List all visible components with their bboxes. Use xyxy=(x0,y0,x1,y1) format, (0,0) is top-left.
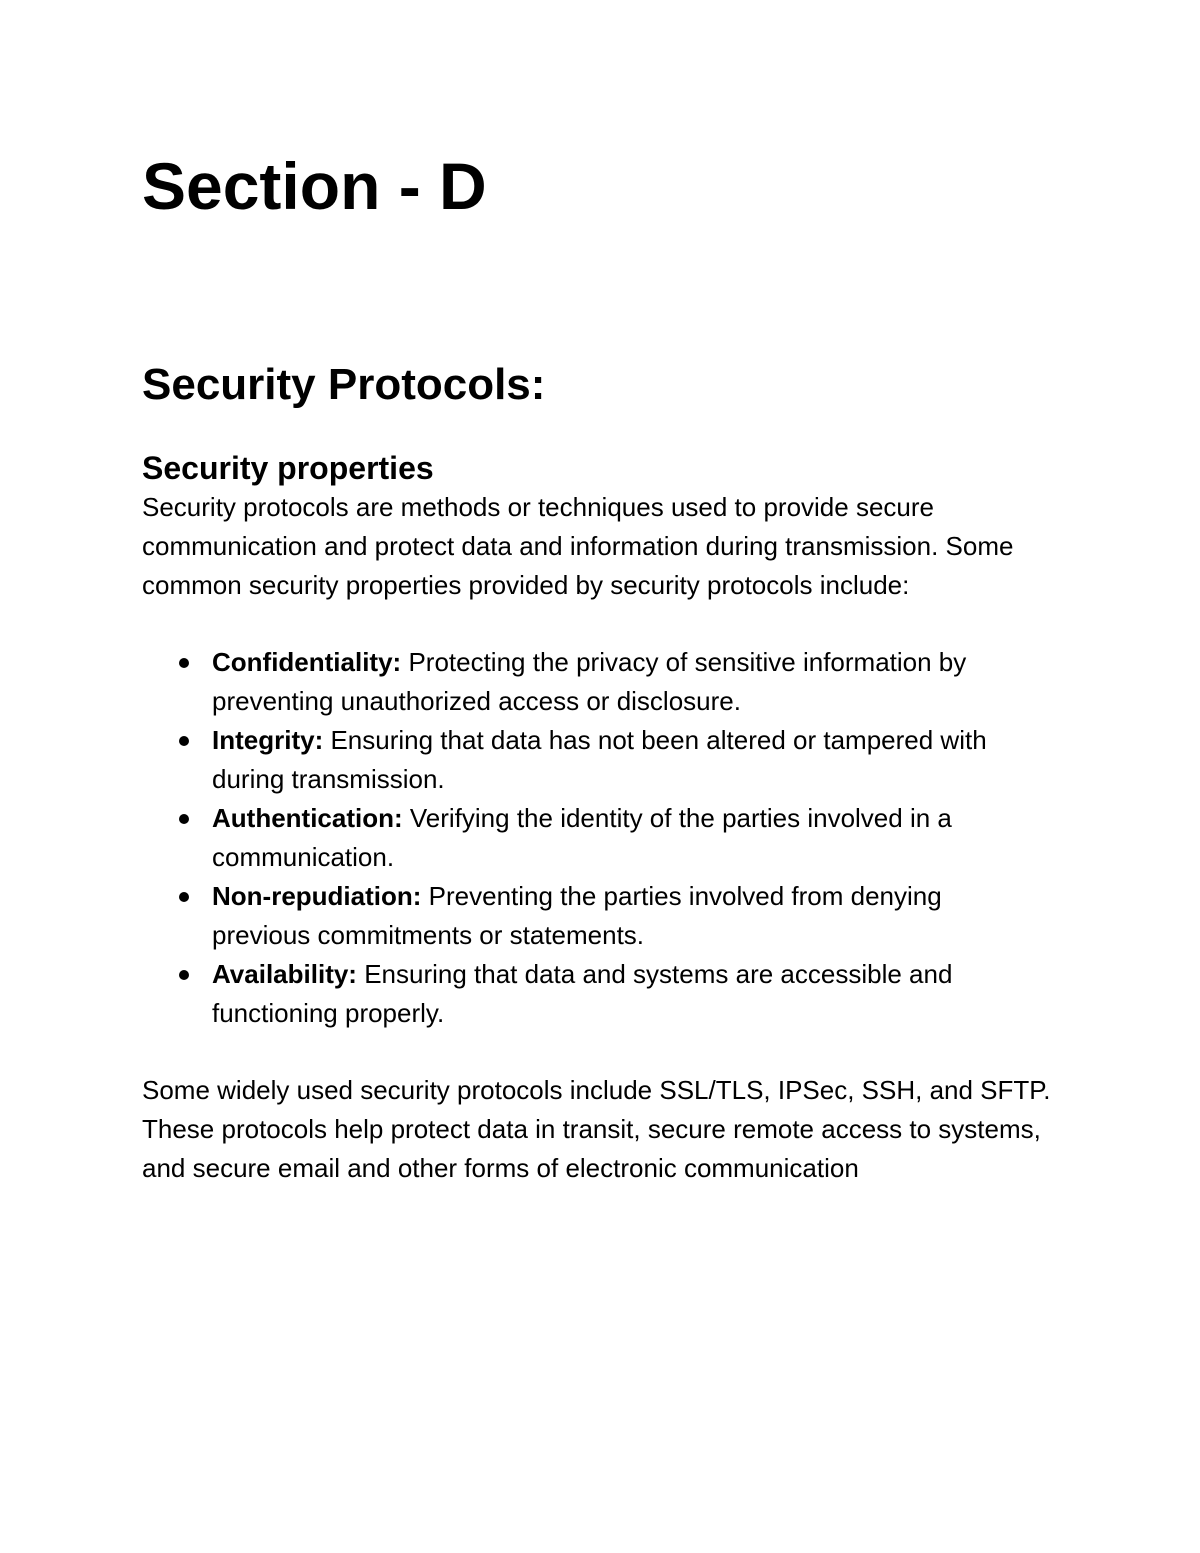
bullet-dot-icon xyxy=(179,814,189,824)
document-content xyxy=(142,148,1062,1188)
bullet-dot-icon xyxy=(179,658,189,668)
section-title: Section - D xyxy=(142,149,487,223)
properties-list xyxy=(142,643,1062,1033)
bullet-dot-icon xyxy=(179,970,189,980)
list-item-non-repudiation xyxy=(212,877,1062,955)
property-description: Protecting the privacy of sensitive information by preventing unauthorized access or disclosure. xyxy=(212,647,967,716)
list-item-confidentiality xyxy=(212,643,1062,721)
property-term: Authentication: xyxy=(212,803,403,833)
property-description: Preventing the parties involved from denying previous commitments or statements. xyxy=(212,881,942,950)
property-term: Availability: xyxy=(212,959,357,989)
intro-paragraph: Security protocols are methods or techniques used to provide secure communication and protect data and information during transmission. Some common security properties provided by security protocols include: xyxy=(142,492,1014,600)
list-item-availability xyxy=(212,955,1062,1033)
property-term: Confidentiality: xyxy=(212,647,402,677)
property-term: Integrity: xyxy=(212,725,324,755)
property-description: Ensuring that data has not been altered or tampered with during transmission. xyxy=(212,725,987,794)
bullet-dot-icon xyxy=(179,736,189,746)
bullet-dot-icon xyxy=(179,892,189,902)
properties-subheading: Security properties xyxy=(142,450,434,486)
property-term: Non-repudiation: xyxy=(212,881,422,911)
closing-paragraph: Some widely used security protocols include SSL/TLS, IPSec, SSH, and SFTP. These protocols help protect data in transit, secure remote access to systems, and secure email and other forms of electronic communication xyxy=(142,1075,1051,1183)
protocols-heading: Security Protocols: xyxy=(142,360,546,409)
property-description: Verifying the identity of the parties involved in a communication. xyxy=(212,803,952,872)
property-description: Ensuring that data and systems are accessible and functioning properly. xyxy=(212,959,953,1028)
list-item-integrity xyxy=(212,721,1062,799)
list-item-authentication xyxy=(212,799,1062,877)
